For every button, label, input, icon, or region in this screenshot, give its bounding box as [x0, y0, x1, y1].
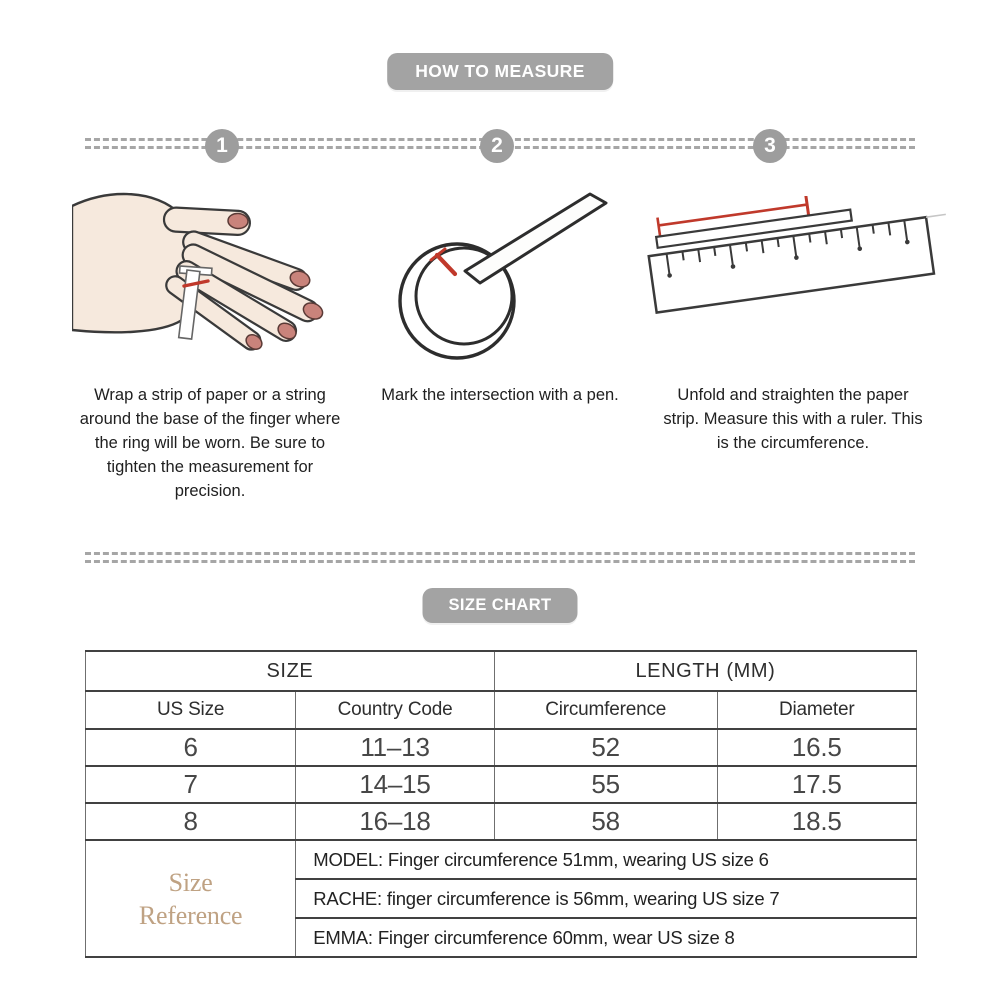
- step-3-number-icon: 3: [753, 129, 787, 163]
- group-header-size: SIZE: [86, 651, 495, 691]
- step-1-caption: Wrap a strip of paper or a string around the base of the finger where the ring will be worn. Be sure to tighten the measurement for precision.: [79, 386, 341, 500]
- table-column-header-row: [86, 691, 917, 729]
- cell-circumference: 55: [494, 766, 717, 803]
- table-row-size-8: [86, 803, 917, 840]
- ruler-measuring-strip-illustration: [645, 196, 953, 364]
- step-3-caption: Unfold and straighten the paper strip. Measure this with a ruler. This is the circumference.: [663, 386, 923, 452]
- cell-country-code: 11–13: [296, 729, 495, 766]
- size-reference-label: [86, 840, 296, 957]
- cell-country-code: 14–15: [296, 766, 495, 803]
- size-chart-badge: [423, 588, 578, 623]
- cell-circumference: 58: [494, 803, 717, 840]
- column-header-circumference: Circumference: [494, 691, 717, 729]
- cell-diameter: 16.5: [717, 729, 916, 766]
- step-1-number-icon: 1: [205, 129, 239, 163]
- column-header-us-size: US Size: [86, 691, 296, 729]
- table-row-size-6: [86, 729, 917, 766]
- step-2-caption: Mark the intersection with a pen.: [381, 386, 619, 404]
- table-row-size-7: [86, 766, 917, 803]
- column-header-country-code: Country Code: [296, 691, 495, 729]
- how-to-measure-label: HOW TO MEASURE: [415, 61, 585, 81]
- cell-us-size: 8: [86, 803, 296, 840]
- size-reference-note-rache: RACHE: finger circumference is 56mm, wearing US size 7: [296, 879, 917, 918]
- hand-with-paper-strip-illustration: [72, 180, 340, 372]
- cell-circumference: 52: [494, 729, 717, 766]
- size-reference-note-emma: EMMA: Finger circumference 60mm, wear US size 8: [296, 918, 917, 957]
- cell-diameter: 17.5: [717, 766, 916, 803]
- size-reference-text: Size Reference: [138, 867, 243, 930]
- column-header-diameter: Diameter: [717, 691, 916, 729]
- size-reference-row-model: [86, 840, 917, 879]
- cell-us-size: 6: [86, 729, 296, 766]
- steps-dashed-divider: [85, 134, 915, 157]
- section-dashed-divider: [85, 552, 915, 563]
- cell-diameter: 18.5: [717, 803, 916, 840]
- size-reference-note-model: MODEL: Finger circumference 51mm, wearing US size 6: [296, 840, 917, 879]
- paper-strip-loop-illustration: [393, 170, 631, 368]
- how-to-measure-badge: [387, 53, 613, 90]
- cell-country-code: 16–18: [296, 803, 495, 840]
- table-group-header-row: [86, 651, 917, 691]
- size-chart-label: SIZE CHART: [448, 596, 552, 614]
- size-chart-table: [85, 650, 917, 958]
- group-header-length-mm: LENGTH (MM): [494, 651, 916, 691]
- step-2-number-icon: 2: [480, 129, 514, 163]
- cell-us-size: 7: [86, 766, 296, 803]
